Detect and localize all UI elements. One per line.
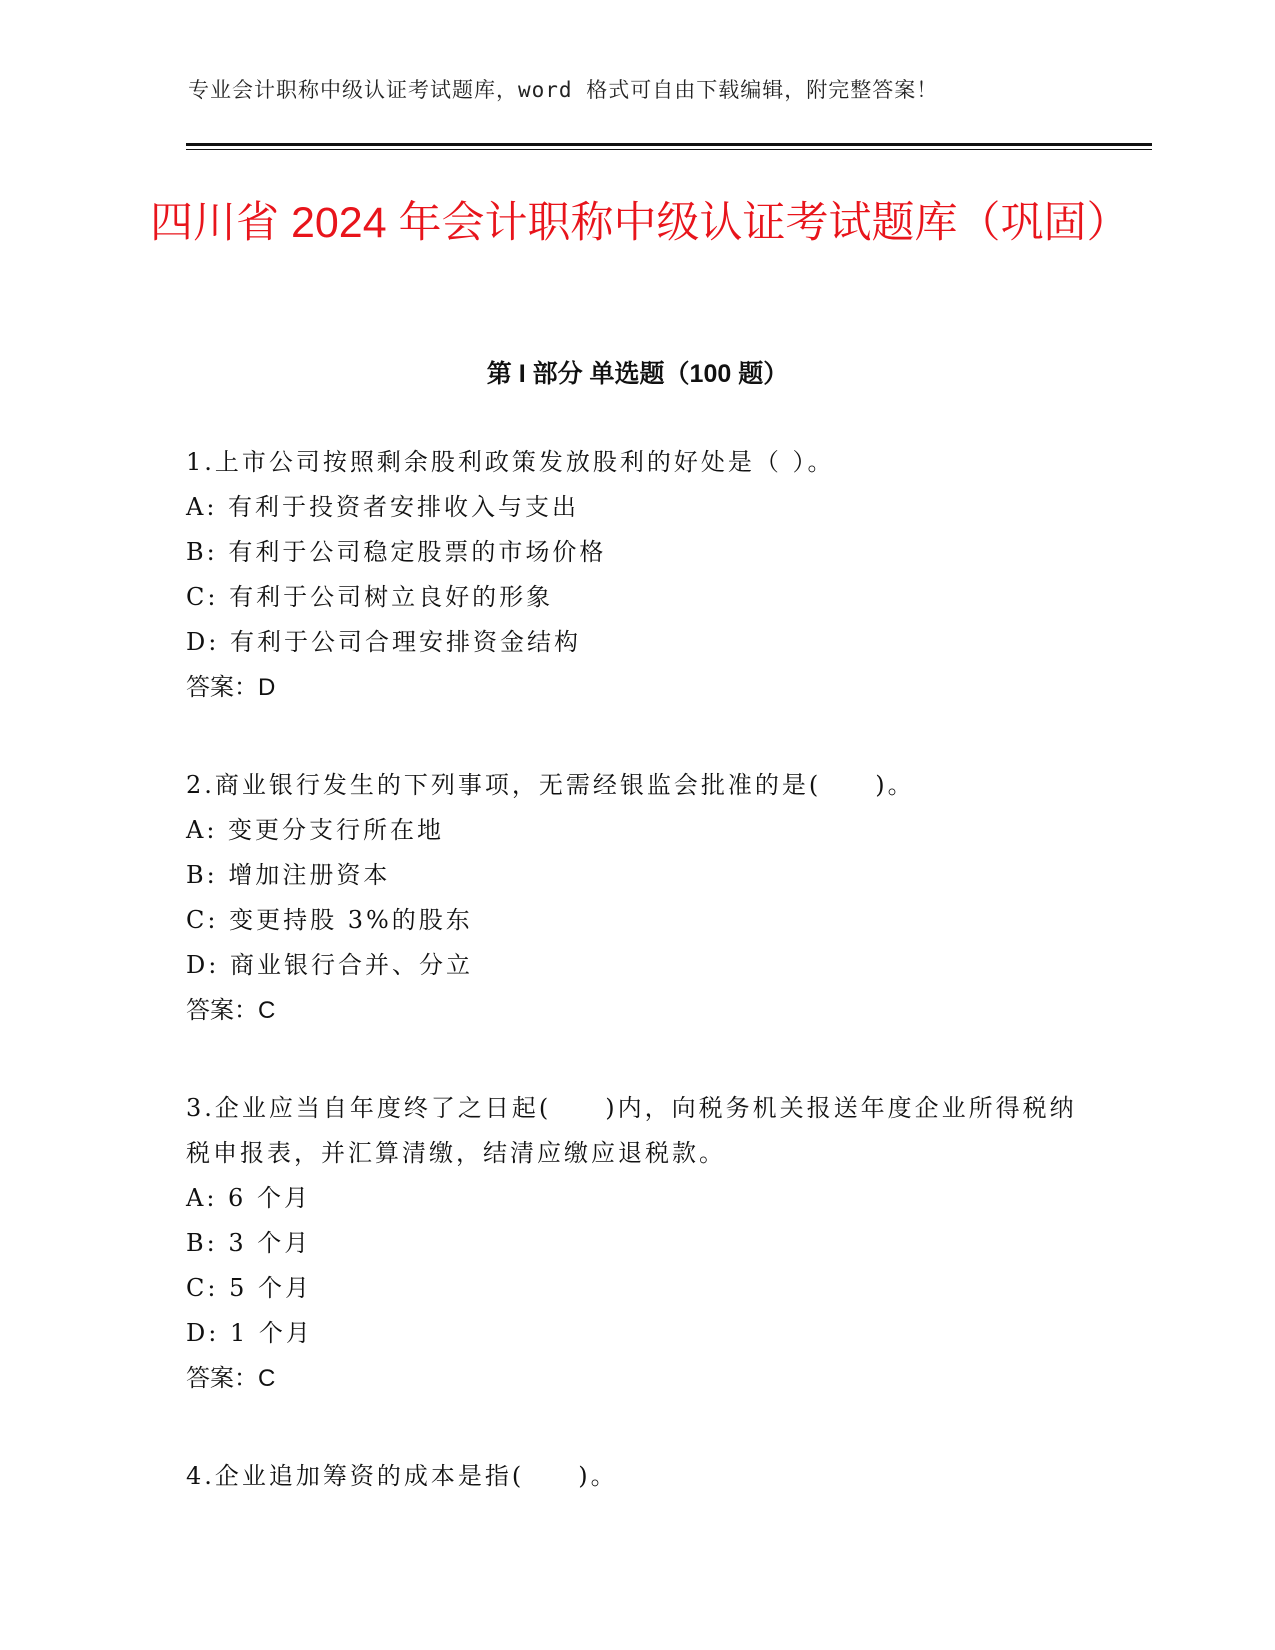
option-b: B: 有利于公司稳定股票的市场价格 — [186, 538, 607, 566]
header-divider-thick — [186, 143, 1152, 146]
question-stem: 4.企业追加筹资的成本是指( )。 — [186, 1462, 618, 1490]
question-1 — [186, 440, 1086, 710]
header-divider-thin — [186, 149, 1152, 150]
document-title: 四川省 2024 年会计职称中级认证考试题库（巩固） — [150, 199, 1130, 247]
question-list — [186, 440, 1086, 1552]
question-stem: 1.上市公司按照剩余股利政策发放股利的好处是（ ）。 — [186, 448, 835, 476]
question-2 — [186, 763, 1086, 1033]
option-a: A: 变更分支行所在地 — [186, 816, 445, 844]
answer: 答案：C — [186, 1365, 276, 1392]
option-c: C: 变更持股 3%的股东 — [186, 906, 473, 934]
answer: 答案：C — [186, 997, 276, 1024]
option-c: C: 有利于公司树立良好的形象 — [186, 583, 554, 611]
question-3 — [186, 1086, 1086, 1401]
question-4 — [186, 1454, 1086, 1499]
option-a: A: 有利于投资者安排收入与支出 — [186, 493, 580, 521]
option-b: B: 增加注册资本 — [186, 861, 391, 889]
question-stem: 3.企业应当自年度终了之日起( )内，向税务机关报送年度企业所得税纳税申报表，并汇算清缴，结清应缴应退税款。 — [186, 1094, 1077, 1167]
answer: 答案：D — [186, 674, 276, 701]
option-d: D: 1 个月 — [186, 1319, 313, 1347]
option-c: C: 5 个月 — [186, 1274, 312, 1302]
question-stem: 2.商业银行发生的下列事项，无需经银监会批准的是( )。 — [186, 771, 915, 799]
option-a: A: 6 个月 — [186, 1184, 311, 1212]
option-b: B: 3 个月 — [186, 1229, 312, 1257]
option-d: D: 商业银行合并、分立 — [186, 951, 473, 979]
option-d: D: 有利于公司合理安排资金结构 — [186, 628, 581, 656]
header-note: 专业会计职称中级认证考试题库，word 格式可自由下载编辑，附完整答案！ — [188, 78, 939, 102]
section-title: 第 I 部分 单选题（100 题） — [486, 360, 789, 388]
